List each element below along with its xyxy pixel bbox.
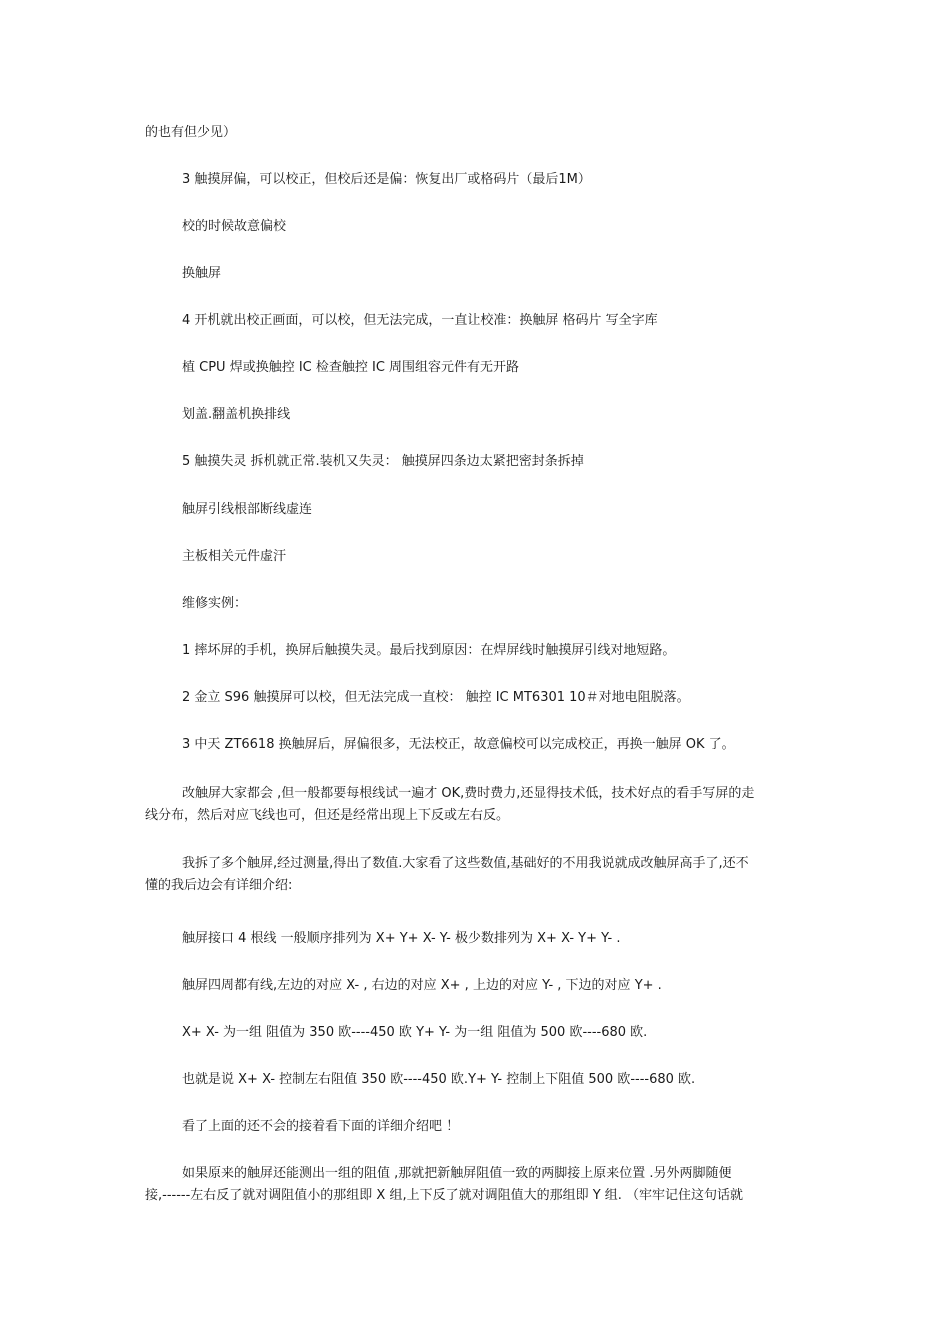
text-line: 5 触摸失灵 拆机就正常.装机又失灵： 触摸屏四条边太紧把密封条拆掉: [182, 454, 584, 469]
text-line: 1 摔坏屏的手机，换屏后触摸失灵。最后找到原因：在焊屏线时触摸屏引线对地短路。: [182, 643, 676, 658]
text-line: 3 中天 ZT6618 换触屏后，屏偏很多，无法校正，故意偏校可以完成校正，再换一触屏 OK 了。: [182, 737, 735, 752]
text-line: 主板相关元件虚汗: [182, 549, 287, 564]
text-line: 2 金立 S96 触摸屏可以校，但无法完成一直校： 触控 IC MT6301 10＃对地电阻脱落。: [182, 690, 690, 705]
paragraph-line: 接,------左右反了就对调阻值小的那组即 X 组,上下反了就对调阻值大的那组即 Y 组. （牢牢记住这句话就: [145, 1188, 744, 1203]
text-line: X+ X- 为一组 阻值为 350 欧----450 欧 Y+ Y- 为一组 阻值为 500 欧----680 欧.: [182, 1025, 648, 1040]
text-line: 的也有但少见）: [145, 125, 237, 140]
text-line: 触屏引线根部断线虚连: [182, 502, 313, 517]
text-line: 触屏接口 4 根线 一般顺序排列为 X+ Y+ X- Y- 极少数排列为 X+ X- Y+ Y- .: [182, 931, 621, 946]
paragraph-line: 线分布，然后对应飞线也可，但还是经常出现上下反或左右反。: [145, 808, 510, 823]
text-line: 触屏四周都有线,左边的对应 X- , 右边的对应 X+ , 上边的对应 Y- , 下边的对应 Y+ .: [182, 978, 662, 993]
paragraph: [145, 783, 754, 827]
paragraph: [145, 1163, 743, 1207]
text-line: 划盖.翻盖机换排线: [182, 407, 291, 422]
paragraph-line: 懂的我后边会有详细介绍:: [145, 878, 293, 893]
section-heading: 维修实例：: [182, 596, 248, 611]
paragraph: [145, 853, 749, 897]
text-line: 校的时候故意偏校: [182, 219, 287, 234]
text-line: 也就是说 X+ X- 控制左右阻值 350 欧----450 欧.Y+ Y- 控制上下阻值 500 欧----680 欧.: [182, 1072, 696, 1087]
text-line: 看了上面的还不会的接着看下面的详细介绍吧 ！: [182, 1119, 460, 1134]
text-line: 4 开机就出校正画面，可以校，但无法完成，一直让校准：换触屏 格码片 写全字库: [182, 313, 658, 328]
paragraph-line: 改触屏大家都会 ,但一般都要每根线试一遍才 OK,费时费力,还显得技术低，技术好点的看手写屏的走: [182, 786, 755, 801]
paragraph-line: 如果原来的触屏还能测出一组的阻值 ,那就把新触屏阻值一致的两脚接上原来位置 .另外两脚随便: [182, 1166, 732, 1181]
text-line: 植 CPU 焊或换触控 IC 检查触控 IC 周围组容元件有无开路: [182, 360, 520, 375]
text-line: 3 触摸屏偏，可以校正，但校后还是偏：恢复出厂或格码片（最后1M）: [182, 172, 591, 187]
text-line: 换触屏: [182, 266, 222, 281]
paragraph-line: 我拆了多个触屏,经过测量,得出了数值.大家看了这些数值,基础好的不用我说就成改触屏高手了,还不: [182, 856, 749, 871]
